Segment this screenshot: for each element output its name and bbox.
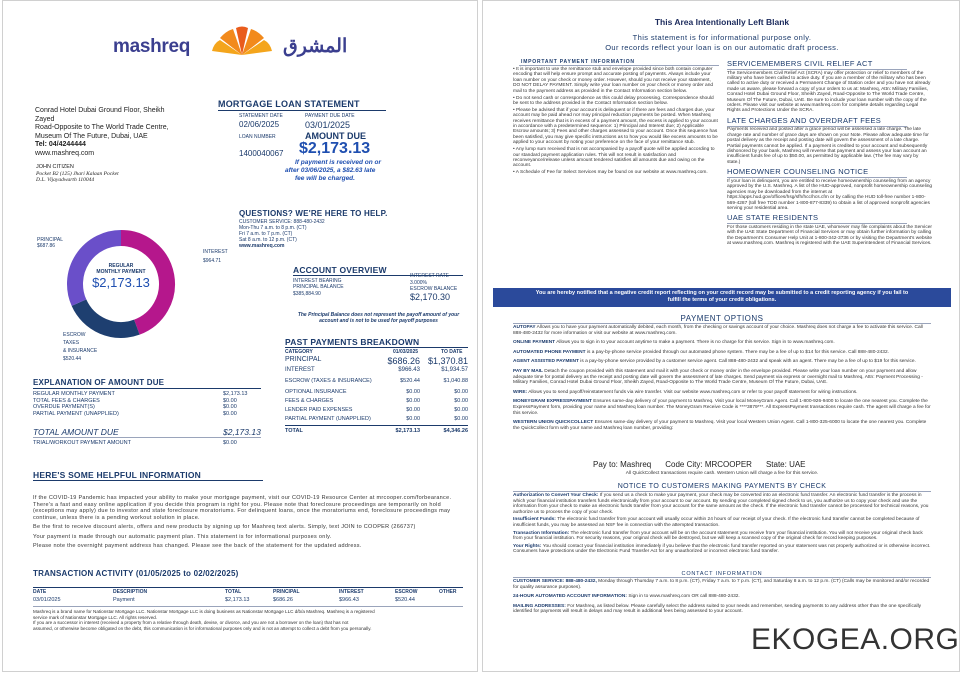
customer-block — [36, 164, 119, 184]
info-line1: This statement is for informational purpose only. — [632, 33, 812, 42]
row-label: LENDER PAID EXPENSES — [285, 407, 353, 413]
tel-value: 04/4244444 — [48, 141, 86, 148]
total-label: TOTAL — [285, 428, 303, 434]
statement-date-label: STATEMENT DATE — [239, 113, 283, 119]
help-hours3: Sat 8 a.m. to 12 p.m. (CT) — [239, 237, 297, 243]
td-interest: $966.43 — [339, 597, 359, 603]
late-note-1: If payment is received on or — [295, 159, 381, 166]
statement-date-value: 02/06/2025 — [239, 120, 280, 129]
table-row — [285, 356, 468, 367]
notice-authorization — [513, 493, 933, 515]
po-autopay — [513, 325, 933, 336]
wu-note: All QuickCollect transactions require cash. Western Union will charge a fee for this service. — [625, 471, 819, 476]
help-title: QUESTIONS? WE'RE HERE TO HELP. — [239, 209, 388, 218]
statement-back-page — [482, 0, 960, 672]
notice-insufficient — [513, 517, 933, 528]
important-title: IMPORTANT PAYMENT INFORMATION — [521, 59, 635, 65]
amount-due-label: AMOUNT DUE — [305, 131, 366, 141]
trial-label: TRIAL/WORKOUT PAYMENT AMOUNT — [33, 440, 131, 446]
customer-address-line3: D.L. Vijayadwarth 110044 — [36, 177, 95, 183]
helpful-p1: If the COVID-19 Pandemic has impacted your ability to make your mortgage payment, visit our COVID-19 Resource Center at mrcooper.com/forbearance. There's a fast and easy online application if you decide this program is right for you. Please note that foreclosure proceedings are temporarily on hold (exceptions may apply) due to investor and state foreclosure moratoriums. For delinquent loans, once the moratoriums end, foreclosure proceedings may continue, unless there is a pending workout solution in place. — [33, 495, 452, 521]
exp-value: $2,173.13 — [223, 391, 248, 397]
po-western-union — [513, 420, 933, 431]
po-label: WIRE: — [513, 389, 528, 395]
row-a: $0.00 — [406, 407, 420, 413]
transactions-footer — [33, 609, 463, 631]
col-date: 01/03/2025 — [393, 349, 419, 355]
account-note-2: account and is not to be used for payoff purposes — [319, 318, 438, 324]
exp-label: PARTIAL PAYMENT (UNAPPLIED) — [33, 410, 119, 417]
total-amount-due-value: $2,173.13 — [223, 427, 261, 437]
exp-value: $0.00 — [223, 404, 237, 410]
footer-line2: service mark of Nationstar Mortgage LLC. All rights reserved. — [33, 614, 158, 620]
notice-text: You should contact your financial institution immediately if you believe that the electronic fund transfer reported on your statement was not properly authorized or is otherwise incorrect. Consumers have protections under the Electronic Fund Transfer Act for any unauthorized or incorrect electronic fund transfer. — [513, 543, 931, 555]
col-todate: TO DATE — [441, 349, 463, 355]
logo-text-ar-wrap — [283, 35, 347, 58]
po-label: AGENT ASSISTED PAYMENT — [513, 359, 579, 365]
late-title: LATE CHARGES AND OVERDRAFT FEES — [727, 115, 882, 125]
past-payments-title: PAST PAYMENTS BREAKDOWN — [285, 337, 420, 347]
donut-interest-label — [203, 249, 228, 264]
po-text: Allows you to have your payment automatically debited, each month, from the checking or savings account of your choice. Mashreq does not charge a fee to activate this service. Call 888-480-2432 for more information or visit our website at www.mashreq.com. — [513, 325, 923, 336]
late-rule — [727, 126, 907, 127]
row-label: OPTIONAL INSURANCE — [285, 389, 347, 395]
po-agent — [513, 359, 933, 365]
statement-title-rule — [218, 110, 386, 111]
footer-line1: Mashreq is a brand name for Nationstar Mortgage LLC. Nationstar Mortgage LLC is doing business as Nationstar Mortgage LLC d/b/a Mashreq. Mashreq is a registered — [33, 609, 375, 614]
po-label: MONEYGRAM EXPRESSPAYMENT — [513, 399, 592, 405]
address-line2: Zayed — [35, 115, 55, 123]
col-category: CATEGORY — [285, 349, 313, 355]
transactions-rule — [33, 587, 463, 588]
customer-name: JOHN CITIZEN — [36, 164, 74, 170]
total-rule — [33, 437, 261, 438]
po-wire — [513, 390, 933, 396]
notice-label: Your Rights: — [513, 543, 542, 549]
row-b: $1,370.81 — [427, 356, 468, 366]
escrow-balance-value: $2,170.30 — [410, 292, 451, 302]
help-website[interactable]: www.mashreq.com — [239, 243, 285, 249]
row-a: $966.43 — [398, 367, 420, 373]
po-moneygram — [513, 399, 933, 416]
help-service: CUSTOMER SERVICE: 888-480-2432 — [239, 219, 325, 225]
scra-rule — [727, 69, 907, 70]
address-line4: Museum Of The Future, Dubai, UAE — [35, 132, 148, 140]
po-text: Ensures same-day delivery of your payment to Mashreq. Visit your local Western Union Agent. Call 1-800-325-6000 to locate the one nearest you. Complete the QuickCollect form with your name and Mashreq loan number, providing: — [513, 420, 927, 431]
scra-body: The Servicemembers Civil Relief Act (SCRA) may offer protection or relief to members of the military who have been called to active duty. If you are a member of the military who has been called to active duty or received a Permanent Change of Station order and you have not already made us aware, please forward a copy of your orders to us at: Mashreq, Attn: Military Families, Conrad Hotel Dubai Ground Floor, Sheikh Zayed, Road-Opposite to The World Trade Centre, Museum Of The Future, Dubai, UAE. Be sure to include your loan number with the copy of the orders. Please visit our website at www.mashreq.com for complete details regarding Legal Rights and Protections Under the SCRA. — [727, 70, 931, 114]
table-row — [285, 416, 468, 425]
info-line2: Our records reflect your loan is on our automatic draft process. — [605, 43, 839, 52]
notice-rule — [513, 491, 931, 492]
row-b: $0.00 — [454, 407, 468, 413]
important-p1-text: It is important to use the remittance stub and envelope provided since both contain computer encoding that will help ensure prompt and accurate posting of payments. Always include your loan number on your check or money order. However, should you not receive your statement, DO NOT DELAY PAYMENT. Simply write your loan number on your check or money order and mail to the payment address as provided in the Contact Information section below. — [513, 67, 714, 94]
transactions-bottom-rule — [33, 606, 463, 607]
scra-title: SERVICEMEMBERS CIVIL RELIEF ACT — [727, 59, 873, 68]
th-date: DATE — [33, 589, 47, 595]
table-row — [285, 378, 468, 389]
helpful-p3: Your payment is made through our automatic payment plan. This statement is for informational purposes only. — [33, 533, 332, 540]
tel-label: Tel: — [35, 141, 47, 148]
notice-rights — [513, 544, 933, 555]
po-label: WESTERN UNION QUICKCOLLECT — [513, 420, 594, 426]
po-phone — [513, 350, 933, 356]
row-a: $520.44 — [400, 378, 420, 384]
account-overview-title: ACCOUNT OVERVIEW — [293, 265, 387, 275]
po-text: is a pay-by-phone service provided through our automated phone system. There may be a fee of up to $14 for this service. Call 888-480-2432. — [586, 349, 889, 355]
state: State: UAE — [765, 460, 806, 469]
notice-text: The electronic fund transfer from your account will be on the account statement you receive from your financial institution. You will not receive your original check back from your financial institution. For security reasons, your original check will be destroyed, but we will keep a scanned copy of the original check for record keeping purposes. — [513, 530, 923, 542]
notice-label: Authorization to Convert Your Check: — [513, 493, 599, 498]
account-note — [286, 312, 471, 324]
code-city: Code City: MRCOOPER — [665, 460, 752, 469]
uae-rule — [727, 223, 907, 224]
po-label: ONLINE PAYMENT — [513, 340, 556, 346]
td-escrow: $520.44 — [395, 597, 415, 603]
th-other: OTHER — [439, 589, 457, 595]
help-block — [239, 219, 325, 249]
notice-list — [513, 493, 933, 555]
notice-title: NOTICE TO CUSTOMERS MAKING PAYMENTS BY CHECK — [617, 483, 827, 490]
late-note-3: fee will be charged. — [295, 175, 355, 182]
donut-center-value: $2,173.13 — [92, 275, 150, 290]
contact-service — [513, 579, 933, 590]
po-text: is a pay-by-phone service provided by a customer service agent. Call 888-480-2432 and speak with an agent. There may be a fee of up to $19 for this service. — [580, 359, 916, 365]
important-p3: • Please be advised that if your account is delinquent or if there are fees and charges due, your account may be paid ahead nor may principal reduction payments be posted. When Mashreq receives remittance that is in excess of a payment amount, the excess is applied to your account in accordance with a predetermined sequence: 1) Principal and Interest due; 2) Applicable Escrow amounts; 3) Fees and other charges assessed to your account. Once this sequence has been satisfied, you may give specific instructions as to how you would like excess amounts to be applied to your account by noting your preference on the face of your remittance stub. — [513, 107, 718, 146]
contact-text: For Mashreq, as listed below. Please carefully select the address suited to your needs and remember, sending payments to any address other than the one specifically identified for payments will result in delays and may result in additional fees being assessed to your account. — [513, 603, 922, 615]
table-row — [33, 411, 261, 418]
notice-label: Insufficient Funds: — [513, 517, 556, 523]
exp-value: $0.00 — [223, 410, 237, 417]
blank-area-title: This Area Intentionally Left Blank — [654, 17, 790, 27]
helpful-body — [33, 495, 453, 550]
donut-principal-label — [37, 237, 63, 249]
row-a: $686.26 — [387, 356, 420, 366]
explanation-rule — [33, 388, 261, 389]
principal-balance-value: $385,884.90 — [293, 291, 321, 297]
contact-label: CUSTOMER SERVICE: 888-480-2432, — [513, 579, 597, 584]
important-p1: • It is important to use the remittance stub and envelope provided since both contain computer encoding that will help ensure prompt and accurate posting of payments. Always include your loan number on your check or money order. However, should you not receive your statement, DO NOT DELAY PAYMENT. Simply write your loan number on your check or money order and mail to the payment address as provided in the Contact Information section below. — [513, 67, 714, 94]
notice-text: The electronic fund transfer from your account will usually occur within 24 hours of our receipt of your check. If the electronic fund transfer cannot be completed because of insufficient funds, you may be assessed an NSF fee in connection with the attempted transaction. — [513, 517, 920, 528]
footer-line4: assumed, or otherwise become obligated on the debt, this communication is for informational purposes only and is not an attempt to collect a debt from you personally. — [33, 625, 372, 631]
credit-report-banner — [493, 288, 951, 307]
hcn-title: HOMEOWNER COUNSELING NOTICE — [727, 167, 869, 177]
customer-address-line2: Pocket B2 (125) Jhari Kalaan Pocket — [36, 170, 119, 177]
help-hours2: Fri 7 a.m. to 7 p.m. (CT) — [239, 231, 293, 237]
uae-body: For those customers residing in the state UAE, whomever may file complaints about the Servicer with the UAE State Department of Financial Services or may obtain further information by calling the Department's Consumer Help Unit at 1-800-342-3736 or by visiting the Department's website at www.mashreq.com. Mashreq is registered with the UAE Superintendent of Financial Services. — [727, 224, 933, 247]
amount-due-value: $2,173.13 — [299, 140, 371, 157]
po-label: AUTOPAY — [513, 325, 536, 330]
escrow-balance-label: ESCROW BALANCE — [410, 286, 458, 292]
loan-number-label: LOAN NUMBER — [239, 134, 276, 140]
th-description: DESCRIPTION — [113, 589, 148, 595]
row-b: $1,040.88 — [443, 378, 468, 384]
payment-options-list — [513, 325, 933, 431]
td-description: Payment — [113, 597, 135, 603]
payment-options-rule — [513, 323, 931, 324]
po-text: Allows you to sign in to your account anytime to make a payment. There is no charge for this service. Sign in to www.mashreq.com. — [556, 340, 835, 346]
th-escrow: ESCROW — [395, 589, 418, 595]
important-p2: • Do not send cash or correspondence as this could delay processing. Correspondence should be sent to the address provided in the Contact Information section below. — [513, 95, 714, 106]
th-total: TOTAL — [225, 589, 242, 595]
total-a: $2,173.13 — [395, 428, 420, 434]
payment-due-value: 03/01/2025 — [305, 120, 351, 130]
notices-column — [727, 59, 933, 247]
donut-center — [87, 263, 155, 290]
important-body — [513, 67, 719, 176]
watermark-text: EKOGEA.ORG — [751, 623, 960, 656]
important-rule — [519, 65, 719, 66]
escrow-label1: ESCROW — [63, 332, 86, 338]
po-mail — [513, 369, 933, 386]
exp-label: TOTAL FEES & CHARGES — [33, 397, 100, 404]
important-p3-text: Please be advised that if your account is delinquent or if there are fees and charges due, your account may be paid ahead nor may principal reduction payments be posted. When Mashreq receives remittance that is in excess of a payment amount, the excess is applied to your account in accordance with a predetermined sequence: 1) Principal and Interest due; 2) Applicable Escrow amounts; 3) Fees and other charges assessed to your account. Once this sequence has been satisfied, you may give specific instructions as to how you would like excess amounts to be applied to your account by noting your preference on the face of your remittance stub. — [513, 107, 718, 146]
interest-label: INTEREST — [203, 249, 228, 255]
row-a: $0.00 — [406, 389, 420, 395]
exp-label: OVERDUE PAYMENT(S) — [33, 404, 95, 410]
row-a: $0.00 — [406, 416, 420, 422]
th-interest: INTEREST — [339, 589, 364, 595]
table-total-row — [285, 428, 468, 434]
important-p4: • Any lump sum received that is not accompanied by a payoff quote will be applied according to our standard payment application rules. This will not result in satisfaction and reconveyance/release unless amount tendered satisfies all amounts due and owing on the account. — [513, 147, 715, 169]
escrow-label2: TAXES — [63, 340, 80, 346]
bank-address — [35, 107, 215, 158]
address-line1: Conrad Hotel Dubai Ground Floor, Sheikh — [35, 107, 165, 114]
banner-line1: You are hereby notified that a negative credit report reflecting on your credit record may be submitted to a credit reporting agency if you fail to — [535, 290, 909, 296]
uae-title: UAE STATE RESIDENTS — [727, 213, 819, 223]
bank-website[interactable]: www.mashreq.com — [35, 149, 95, 157]
interest-rate-value: 3.000% — [410, 280, 427, 286]
th-principal: PRINCIPAL — [273, 589, 300, 595]
payment-due-label: PAYMENT DUE DATE — [305, 113, 355, 119]
statement-title: MORTGAGE LOAN STATEMENT — [218, 99, 360, 109]
past-payments-rule — [285, 347, 468, 348]
row-label: PRINCIPAL — [285, 356, 322, 363]
account-note-1: The Principal Balance does not represent the payoff amount of your — [297, 312, 460, 318]
banner-line2: fulfill the terms of your credit obligations. — [667, 297, 777, 303]
contact-mailing — [513, 604, 933, 615]
contact-label: MAILING ADDRESSES: — [513, 603, 566, 609]
po-label: AUTOMATED PHONE PAYMENT — [513, 349, 586, 355]
notice-text: If you send us a check to make your payment, your check may be converted into an electronic fund transfer. An electronic fund transfer is the process in which your financial institution transfers funds electronically from your account to our account. By sending your completed signed check to us, you authorize us to copy your check and use the information from your check to make an electronic funds transfer from your account for the same amount as the check. If the electronic fund transfer cannot be processed for technical reasons, you authorize us to process the copy of your check. — [513, 493, 929, 515]
td-date: 03/01/2025 — [33, 597, 61, 603]
total-amount-due-label: TOTAL AMOUNT DUE — [33, 427, 119, 437]
donut-escrow-label — [63, 332, 97, 362]
notice-transaction — [513, 531, 933, 542]
past-total-rule — [285, 425, 468, 426]
payment-options-title: PAYMENT OPTIONS — [680, 314, 764, 323]
row-label: ESCROW (TAXES & INSURANCE) — [285, 378, 372, 384]
logo-text-ar: المشرق — [283, 36, 348, 57]
contact-automated — [513, 594, 933, 600]
transactions-title: TRANSACTION ACTIVITY (01/05/2025 to 02/02/2025) — [33, 569, 239, 578]
loan-number-value: 1400040067 — [239, 149, 284, 158]
po-text: Detach the coupon provided with this statement and mail it with your check or money order in the envelope provided. Please write your loan number on your payment and allow adequate time for postal delivery as the receipt and posting date will govern the assessment of late charges. Send payment via express or overnight mail to Mashreq, Attn: Payment Processing - Military Families, Conrad Hotel Dubai Ground Floor, Sheikh Zayed, Road-Opposite to The World Trade Centre, Museum Of The Future, Dubai, UAE. — [513, 368, 923, 386]
escrow-label3: & INSURANCE — [63, 348, 98, 354]
mashreq-logo — [113, 36, 190, 58]
helpful-p4: Please note the overnight payment address has changed. Please see the back of the statement for the updated address. — [33, 543, 362, 549]
td-total: $2,173.13 — [225, 597, 250, 603]
important-p4-text: Any lump sum received that is not accompanied by a payoff quote will be applied according to our standard payment application rules. This will not result in satisfaction and reconveyance/release unless amount tendered satisfies all amounts due and owing on the account. — [513, 147, 715, 169]
explanation-rows — [33, 391, 261, 417]
important-p5: • A Schedule of Fee for Select Services may be found on our website at www.mashreq.com. — [513, 170, 708, 176]
sunburst-logo-icon — [209, 23, 275, 57]
hcn-rule — [727, 177, 907, 178]
helpful-title: HERE'S SOME HELPFUL INFORMATION — [33, 470, 201, 480]
contact-title: CONTACT INFORMATION — [681, 571, 763, 577]
table-row — [285, 407, 468, 416]
interest-bearing-label: INTEREST BEARING — [293, 278, 342, 284]
explanation-title: EXPLANATION OF AMOUNT DUE — [33, 378, 165, 387]
quickcollect-info — [593, 460, 893, 469]
statement-front-page — [2, 0, 478, 672]
contact-rule — [513, 577, 931, 578]
po-text: Allows you to send payoff/reinstatement funds via wire transfer. Visit our website www.mashreq.com or refer to your payoff statement for wiring instructions. — [528, 389, 858, 395]
po-label: PAY BY MAIL — [513, 368, 543, 374]
footer-line3: If you are a successor in interest (received a property from a relative through death, devise, or divorce, and you are not a borrower on the loan) that has not — [33, 620, 349, 626]
past-payments-table — [285, 356, 468, 434]
contact-list — [513, 579, 933, 615]
hcn-body: If your loan is delinquent, you are entitled to receive homeownership counseling from an agency approved by the U.S. Mashreq. A list of the HUD-approved, nonprofit homeownership counseling agencies may be downloaded from the internet at https://apps.hud.gov/offices/hsg/sfh/hcc/hcs.cfm or by calling the HUD toll-free number 1-800-569-4287 (toll free TDD number 1-800-877-8339) to obtain a list of approved nonprofit agencies serving your residential area. — [727, 178, 933, 211]
donut-center-label1: REGULAR — [108, 263, 134, 269]
row-label: FEES & CHARGES — [285, 398, 334, 404]
row-label: PARTIAL PAYMENT (UNAPPLIED) — [285, 416, 371, 422]
important-p2-text: Do not send cash or correspondence as this could delay processing. Correspondence should be sent to the address provided in the Contact Information section below. — [513, 95, 714, 106]
principal-balance-label: PRINCIPAL BALANCE — [293, 284, 344, 290]
help-hours1: Mon-Thu 7 a.m. to 8 p.m. (CT) — [239, 225, 307, 231]
escrow-value: $520.44 — [63, 356, 82, 362]
principal-value: $687.86 — [37, 243, 56, 249]
exp-label: REGULAR MONTHLY PAYMENT — [33, 391, 115, 397]
contact-label: 24-HOUR AUTOMATED ACCOUNT INFORMATION: — [513, 594, 627, 600]
exp-value: $0.00 — [223, 397, 237, 404]
po-online — [513, 340, 933, 346]
interest-value: $964.71 — [203, 258, 222, 264]
interest-rate-label: INTEREST RATE — [410, 273, 449, 279]
trial-value: $0.00 — [223, 440, 237, 446]
donut-center-label2: MONTHLY PAYMENT — [96, 269, 146, 275]
td-principal: $686.26 — [273, 597, 293, 603]
logo-text-en: mashreq — [113, 36, 191, 57]
row-b: $0.00 — [454, 416, 468, 422]
important-p5-text: A Schedule of Fee for Select Services may be found on our website at www.mashreq.com. — [515, 170, 708, 176]
table-row — [285, 367, 468, 378]
row-b: $0.00 — [454, 398, 468, 404]
notice-label: Transaction Information: — [513, 530, 570, 536]
po-text: Ensures same-day delivery of your payment to Mashreq. Visit your local MoneyGram Agent. Call 1-800-926-9400 to locate the one nearest you. Complete the ExpressPayment form, providing your name and Mashreq loan number. The MoneyGram Receive Code is ****3879***. All ExpressPayment transactions require cash. The agent will charge a fee for this service. — [513, 399, 931, 416]
table-row — [285, 389, 468, 398]
row-a: $0.00 — [406, 398, 420, 404]
total-b: $4,346.26 — [443, 428, 468, 434]
address-line3: Road-Opposite to The World Trade Centre, — [35, 124, 169, 131]
row-label: INTEREST — [285, 367, 315, 373]
row-b: $0.00 — [454, 389, 468, 395]
late-body: Payments received and posted after a grace period will be assessed a late charge. The late charge rate and number of grace days are shown on your Note. Please allow adequate time for postal delivery as the receipt and posting date will govern the assessment of a late charge. Partial payments cannot be applied. If a payment is credited to your account and subsequently dishonored by your bank, Mashreq will reverse that payment and assess your loan account an insufficient funds fee of up to $50.00, as permitted by applicable law. (The fee may vary by state.) — [727, 127, 929, 165]
helpful-p2: Be the first to receive discount alerts, offers and new products by signing up for Mashreq text alerts. Simply, text JOIN to COOPER (266737) — [33, 524, 416, 530]
contact-text: Monday through Thursday 7 a.m. to 8 p.m. (CT), Friday 7 a.m. to 7 p.m. (CT), and Saturday 8 a.m. to 12 p.m. (CT) (Calls may be monitored and/or recorded for quality assurance purposes). — [513, 579, 930, 590]
contact-text: Sign in to www.mashreq.com OR call 888-480-2432. — [628, 594, 740, 600]
pay-to: Pay to: Mashreq — [593, 460, 652, 469]
table-row — [285, 398, 468, 407]
late-note-2: after 03/06/2025, a $82.63 late — [285, 167, 376, 174]
row-b: $1,934.57 — [441, 367, 468, 373]
helpful-rule — [33, 480, 263, 481]
principal-label: PRINCIPAL — [37, 237, 64, 243]
